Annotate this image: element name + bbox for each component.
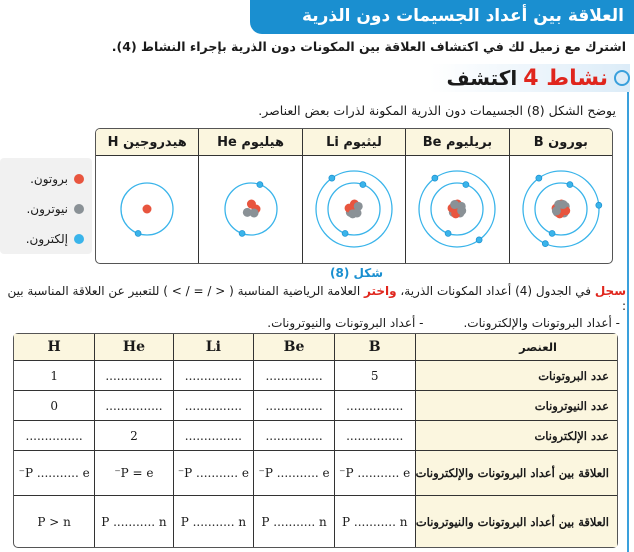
table-cell[interactable]: P ........... n bbox=[94, 496, 172, 547]
electron-icon bbox=[74, 234, 84, 244]
legend-proton bbox=[0, 164, 84, 194]
table-header-row bbox=[14, 334, 617, 361]
row-label: عدد البروتونات bbox=[415, 361, 617, 391]
neutron bbox=[552, 206, 561, 215]
choose-verb: واختر bbox=[363, 284, 397, 298]
electron-shell bbox=[225, 183, 277, 235]
electron bbox=[549, 230, 555, 236]
data-table bbox=[13, 333, 618, 548]
atom-label: ليثيوم Li bbox=[303, 129, 405, 156]
legend-electron bbox=[0, 224, 84, 254]
activity-header bbox=[430, 64, 630, 92]
table-cell[interactable]: P ........... e⁻ bbox=[253, 451, 334, 496]
table-cell[interactable]: 5 bbox=[334, 361, 415, 391]
table-cell[interactable]: ............... bbox=[253, 421, 334, 451]
neutron bbox=[354, 202, 363, 211]
table-cell[interactable]: ............... bbox=[334, 391, 415, 421]
table-row bbox=[14, 421, 617, 451]
table-cell[interactable]: ............... bbox=[94, 391, 172, 421]
table-cell[interactable]: 2 bbox=[94, 421, 172, 451]
table-cell[interactable]: 0 bbox=[14, 391, 94, 421]
description-text: يوضح الشكل (8) الجسيمات دون الذرية المكونة لذرات بعض العناصر. bbox=[258, 103, 616, 118]
table-row bbox=[14, 451, 617, 496]
electron bbox=[463, 182, 469, 188]
atom-diagram bbox=[201, 157, 301, 262]
atom-diagram bbox=[304, 157, 404, 262]
atom-column bbox=[302, 129, 405, 263]
neutron bbox=[249, 208, 258, 217]
table-cell[interactable]: P ........... e⁻ bbox=[334, 451, 415, 496]
electron bbox=[329, 175, 335, 181]
proton bbox=[247, 200, 256, 209]
row-label: العلاقة بين أعداد البروتونات والنيوترونات bbox=[415, 496, 617, 547]
table-cell[interactable]: ............... bbox=[253, 391, 334, 421]
record-instruction bbox=[6, 284, 626, 314]
table-row bbox=[14, 361, 617, 391]
neutron bbox=[558, 200, 567, 209]
table-cell[interactable]: P ........... e⁻ bbox=[14, 451, 94, 496]
legend-label: إلكترون. bbox=[25, 232, 68, 246]
magnifier-icon bbox=[614, 70, 630, 86]
record-verb: سجل bbox=[594, 284, 626, 298]
electron bbox=[536, 175, 542, 181]
atom-label: هيليوم He bbox=[199, 129, 301, 156]
bullet-item: - أعداد البروتونات والإلكترونات. bbox=[463, 316, 620, 330]
column-header: He bbox=[94, 334, 172, 361]
column-header: B bbox=[334, 334, 415, 361]
electron bbox=[542, 241, 548, 247]
proton-icon bbox=[74, 174, 84, 184]
table-row bbox=[14, 391, 617, 421]
column-header: H bbox=[14, 334, 94, 361]
atom-label: هيدروجين H bbox=[96, 129, 198, 156]
atom-label: بريليوم Be bbox=[406, 129, 508, 156]
record-text: العلامة الرياضية المناسبة ( < / = / > ) للتعبير عن العلاقة المناسبة بين : bbox=[7, 284, 626, 313]
electron bbox=[445, 230, 451, 236]
neutron bbox=[348, 209, 357, 218]
atom-diagram bbox=[407, 157, 507, 262]
legend-label: بروتون. bbox=[30, 172, 68, 186]
table-cell[interactable]: P ........... e⁻ bbox=[173, 451, 254, 496]
neutron bbox=[451, 200, 460, 209]
table-row bbox=[14, 496, 617, 547]
atom-column bbox=[198, 129, 301, 263]
column-header: Li bbox=[173, 334, 254, 361]
atom-column bbox=[509, 129, 612, 263]
table-cell[interactable]: ............... bbox=[94, 361, 172, 391]
table-cell[interactable]: ............... bbox=[334, 421, 415, 451]
electron bbox=[256, 182, 262, 188]
electron bbox=[567, 182, 573, 188]
table-cell[interactable]: P ........... n bbox=[173, 496, 254, 547]
section-title: العلاقة بين أعداد الجسيمات دون الذرية bbox=[250, 0, 634, 34]
table-cell[interactable]: P ........... n bbox=[253, 496, 334, 547]
atom-diagram bbox=[511, 157, 611, 262]
table-cell[interactable]: P ........... n bbox=[334, 496, 415, 547]
table-cell[interactable]: 1 bbox=[14, 361, 94, 391]
record-block bbox=[6, 284, 626, 331]
neutron bbox=[458, 206, 467, 215]
column-header: Be bbox=[253, 334, 334, 361]
bullet-item: - أعداد البروتونات والنيوترونات. bbox=[267, 316, 424, 330]
row-label: عدد الإلكترونات bbox=[415, 421, 617, 451]
atom-column bbox=[96, 129, 198, 263]
electron bbox=[596, 202, 602, 208]
activity-name: اكتشف bbox=[446, 66, 518, 90]
electron bbox=[239, 230, 245, 236]
table-cell[interactable]: P = e⁻ bbox=[94, 451, 172, 496]
atom-diagram bbox=[97, 157, 197, 262]
electron bbox=[342, 230, 348, 236]
margin-line bbox=[627, 92, 629, 552]
table-cell[interactable]: ............... bbox=[173, 391, 254, 421]
electron bbox=[432, 175, 438, 181]
table-cell[interactable]: ............... bbox=[253, 361, 334, 391]
table-cell[interactable]: P > n bbox=[37, 514, 71, 529]
legend-label: نيوترون. bbox=[26, 202, 68, 216]
row-label: العلاقة بين أعداد البروتونات والإلكترونات bbox=[415, 451, 617, 496]
column-header: العنصر bbox=[415, 334, 617, 361]
proton bbox=[143, 205, 152, 214]
legend bbox=[0, 158, 92, 254]
atom-label: بورون B bbox=[510, 129, 612, 156]
table-cell[interactable]: ............... bbox=[173, 361, 254, 391]
electron bbox=[477, 237, 483, 243]
figure-caption: شكل (8) bbox=[330, 266, 383, 280]
activity-label: نشاط 4 bbox=[523, 65, 608, 91]
table-cell[interactable]: ............... bbox=[14, 421, 94, 451]
bullets bbox=[6, 316, 626, 331]
row-label: عدد النيوترونات bbox=[415, 391, 617, 421]
neutron-icon bbox=[74, 204, 84, 214]
instruction-text: اشترك مع زميل لك في اكتشاف العلاقة بين المكونات دون الذرية بإجراء النشاط (4). bbox=[111, 39, 626, 54]
electron bbox=[360, 182, 366, 188]
atoms-figure bbox=[95, 128, 613, 264]
table-cell[interactable]: ............... bbox=[173, 421, 254, 451]
legend-neutron bbox=[0, 194, 84, 224]
atom-column bbox=[405, 129, 508, 263]
electron bbox=[135, 230, 141, 236]
record-text: في الجدول (4) أعداد المكونات الذرية، bbox=[396, 284, 595, 298]
